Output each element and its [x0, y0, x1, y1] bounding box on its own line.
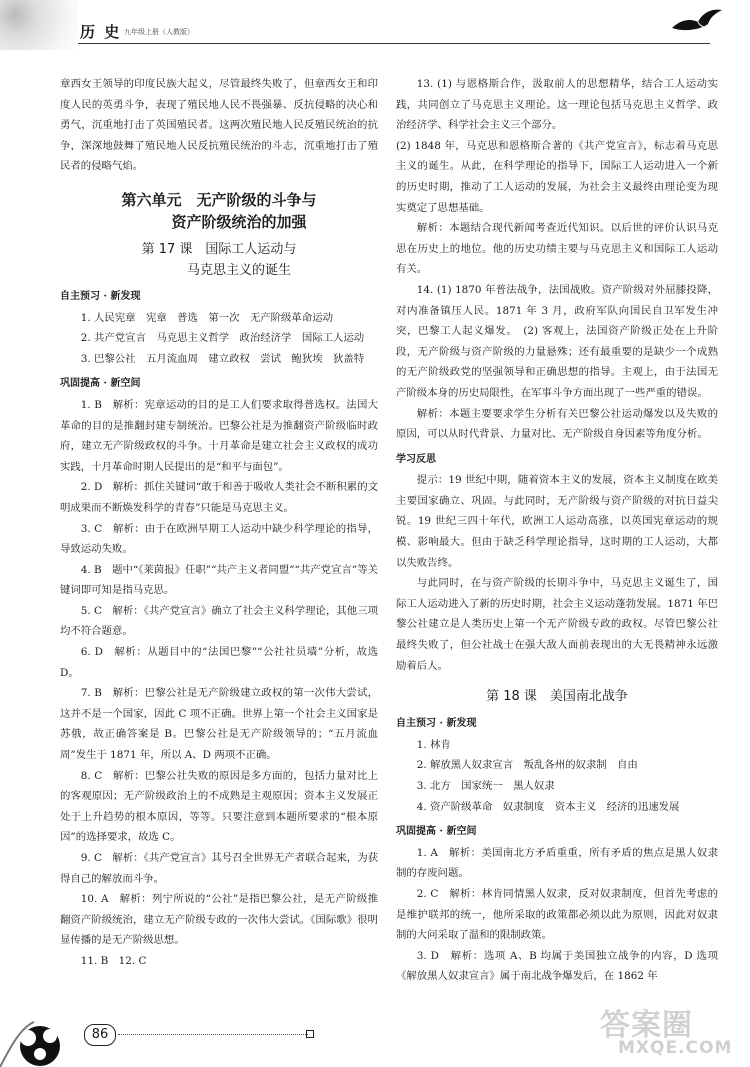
- answer-item: 8. C 解析：巴黎公社失败的原因是多方面的，包括力量对比上的客观原因；无产阶级政治上的不成熟是主观原因；资本主义发展正处于上升趋势的根本原因，等等。只要注意到本题所要求的“根本原因”的选择要求，故选 C。: [60, 769, 378, 844]
- section-heading-preview: 自主预习 · 新发现: [396, 718, 477, 730]
- section-heading-preview: 自主预习 · 新发现: [60, 290, 141, 302]
- answer-item: 2. D 解析：抓住关键词“敢于和善于吸收人类社会不断积累的文明成果而不断焕发科学的青春”只能是马克思主义。: [60, 481, 378, 514]
- answer-item: 11. B 12. C: [80, 954, 147, 967]
- list-item: 3. 巴黎公社 五月流血周 建立政权 尝试 鲍狄埃 狄盖特: [80, 352, 365, 365]
- watermark-url: MXQE.COM: [618, 1038, 733, 1058]
- header-decoration: [0, 0, 78, 50]
- answer-item: 1. A 解析：美国南北方矛盾重重，所有矛盾的焦点是黑人奴隶制的存废问题。: [396, 846, 718, 880]
- answer-item: 13. (1) 与恩格斯合作，汲取前人的思想精华，结合工人运动实践，共同创立了马克思主义理论。这一理论包括马克思主义哲学、政治经济学、科学社会主义三个部分。: [396, 78, 718, 132]
- answer-item: 7. B 解析：巴黎公社是无产阶级建立政权的第一次伟大尝试，这并不是一个国家，因此 C 项不正确。世界上第一个社会主义国家是苏俄，故正确答案是 B。巴黎公社是无产阶级领导的；“五月流血周”发生于 1871 年，所以 A、D 两项不正确。: [60, 687, 378, 762]
- section-heading-reflection: 学习反思: [396, 453, 436, 465]
- lesson-17-title: [60, 239, 378, 281]
- answer-item: 6. D 解析：从题目中的“法国巴黎”“公社社员墙”分析，故选 D。: [60, 646, 378, 679]
- watermark-text: 答案圈: [600, 1008, 693, 1043]
- page-header: [0, 0, 750, 48]
- answer-item: 3. D 解析：选项 A、B 均属于美国独立战争的内容，D 选项《解放黑人奴隶宣言》属于南北战争爆发后，在 1862 年: [396, 949, 718, 983]
- section-heading-consolidate: 巩固提高 · 新空间: [60, 378, 141, 390]
- footer-square-icon: [306, 1030, 314, 1038]
- intro-paragraph: 章西女王领导的印度民族大起义，尽管最终失败了，但章西女王和印度人民的英勇斗争，表现了殖民地人民不畏强暴、反抗侵略的决心和勇气，沉重地打击了英国殖民者。这两次殖民地人民反殖民统治的抗争，深深地鼓舞了殖民地人民反抗殖民统治的斗志，沉重地打击了殖民者的侵略气焰。: [60, 78, 378, 173]
- answer-item: 9. C 解析：《共产党宣言》其号召全世界无产者联合起来，为获得自己的解放而斗争。: [60, 852, 378, 885]
- bird-icon: [670, 6, 724, 34]
- list-item: 1. 人民宪章 宪章 普选 第一次 无产阶级革命运动: [80, 311, 333, 324]
- list-item: 4. 资产阶级革命 奴隶制度 资本主义 经济的迅速发展: [416, 800, 680, 813]
- answer-item: 解析：本题主要要求学生分析有关巴黎公社运动爆发以及失败的原因，可以从时代背景、力量对比、无产阶级自身因素等角度分析。: [396, 407, 718, 441]
- lesson-17-title-line-1: 第 17 课 国际工人运动与: [141, 241, 297, 257]
- answer-item: 2. C 解析：林肯同情黑人奴隶，反对奴隶制度，但首先考虑的是维护联邦的统一，他所采取的政策都必须以此为原则，因此对奴隶制的大问采取了温和的限制政策。: [396, 887, 718, 942]
- subject-title: 历 史: [80, 23, 122, 41]
- list-item: 2. 解放黑人奴隶宣言 叛乱各州的奴隶制 自由: [416, 759, 638, 772]
- unit-title: [60, 189, 378, 233]
- unit-title-line-1: 第六单元 无产阶级的斗争与: [121, 190, 317, 209]
- watermark: [592, 1000, 742, 1062]
- right-column: [396, 74, 718, 987]
- answer-item: 3. C 解析：由于在欧洲早期工人运动中缺少科学理论的指导，导致运动失败。: [60, 522, 378, 556]
- answer-item: 1. B 解析：宪章运动的目的是工人们要求取得普选权。法国大革命的目的是推翻封建专制统治。巴黎公社是为推翻资产阶级临时政府，建立无产阶级政权的斗争。十月革命是建立社会主义政权的成功实践，十月革命时期人民提出的是“和平与面包”。: [60, 398, 378, 473]
- left-column: [60, 74, 378, 972]
- unit-title-line-2: 资产阶级统治的加强: [171, 212, 307, 231]
- page-number: 86: [84, 1024, 116, 1046]
- flower-decoration-icon: [0, 1008, 84, 1067]
- header-rule: [78, 43, 710, 44]
- answer-item: 14. (1) 1870 年普法战争，法国战败。资产阶级对外屈膝投降，对内准备镇压人民。1871 年 3 月，政府军队向国民自卫军发生冲突，巴黎工人起义爆发。 (2) 客观上，法国资产阶级正处在上升阶段，无产阶级与资产阶级的力量悬殊；还有最重要的是缺少一个成熟的无产阶级政党的坚强领导和正确思想的指导。主观上，由于法国无产阶级本身的历史局限性，在军事斗争方面出现了一些严重的错误。: [396, 283, 718, 399]
- footer-dotted-rule: [118, 1034, 308, 1035]
- lesson-17-title-line-2: 马克思主义的诞生: [186, 262, 291, 278]
- answer-item: 4. B 题中“《莱茵报》任职”“共产主义者同盟”“共产党宣言”等关键词即可知是指马克思。: [60, 563, 378, 597]
- answer-item: 10. A 解析：列宁所说的“公社”是指巴黎公社，是无产阶级推翻资产阶级统治，建立无产阶级专政的一次伟大尝试。《国际歌》很明显传播的是无产阶级思想。: [60, 893, 378, 947]
- answer-item: 解析：本题结合现代新闻考查近代知识。以后世的评价认识马克思在历史上的地位。他的历史功绩主要与马克思主义和国际工人运动有关。: [396, 222, 718, 276]
- reflection-paragraph: 与此同时，在与资产阶级的长期斗争中，马克思主义诞生了，国际工人运动进入了新的历史时期，社会主义运动蓬勃发展。1871 年巴黎公社建立是人类历史上第一个无产阶级专政的政权。尽管巴黎公社最终失败了，但公社战士在强大敌人面前表现出的大无畏精神永远激励着后人。: [396, 577, 718, 672]
- list-item: 3. 北方 国家统一 黑人奴隶: [416, 780, 555, 792]
- answer-item: (2) 1848 年，马克思和恩格斯合著的《共产党宣言》，标志着马克思主义的诞生。从此，在科学理论的指导下，国际工人运动进入一个新的历史时期，推动了工人运动的发展，为社会主义最终由理论变为现实奠定了思想基础。: [396, 139, 718, 214]
- book-subtitle: 九年级上册（人教版）: [124, 28, 194, 36]
- reflection-paragraph: 提示：19 世纪中期，随着资本主义的发展，资本主义制度在欧美主要国家确立、巩固。与此同时，无产阶级与资产阶级的对抗日益尖锐。19 世纪三四十年代，欧洲工人运动高涨，以英国宪章运动的规模、影响最大。但由于缺乏科学理论指导，这时期的工人运动，大都以失败告终。: [396, 474, 718, 569]
- section-heading-consolidate: 巩固提高 · 新空间: [396, 826, 477, 838]
- lesson-18-title: 第 18 课 美国南北战争: [486, 689, 628, 705]
- list-item: 2. 共产党宣言 马克思主义哲学 政治经济学 国际工人运动: [80, 332, 365, 345]
- list-item: 1. 林肯: [416, 738, 451, 751]
- answer-item: 5. C 解析：《共产党宣言》确立了社会主义科学理论，其他三项均不符合题意。: [60, 604, 378, 638]
